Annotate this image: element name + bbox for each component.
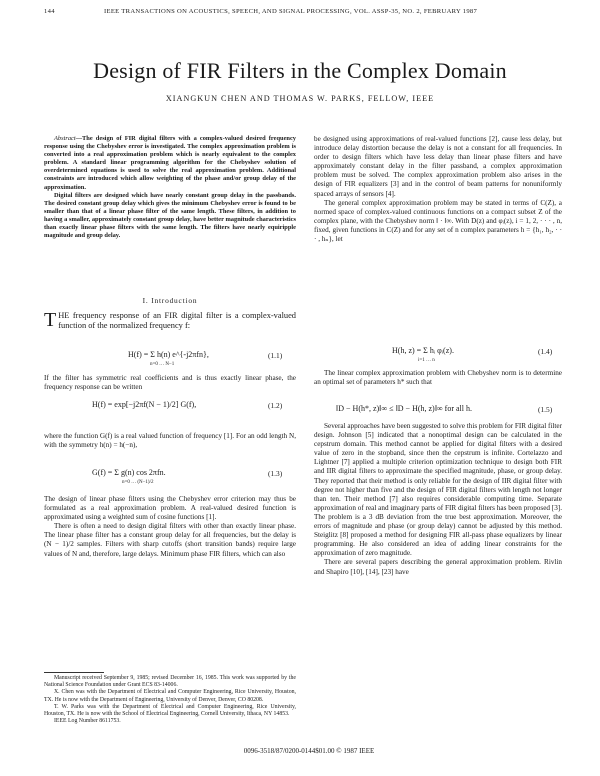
right-p5: There are several papers describing the general approximation problem. Rivlin and Shapiro [10], [14], [23] have xyxy=(314,558,562,576)
copyright-line: 0096-3518/87/0200-0144$01.00 © 1987 IEEE xyxy=(243,747,375,755)
right-col-bottom xyxy=(314,422,562,577)
right-p3: The linear complex approximation problem with Chebyshev norm is to determine an optimal set of parameters h* such that xyxy=(314,369,562,387)
footnote-3: T. W. Parks was with the Department of Electrical and Computer Engineering, Rice University, Houston, TX. He is now with the School of Electrical Engineering, Cornell University, Ithaca, NY 14853. xyxy=(44,703,296,718)
equation-1-2: H(f) = exp[−j2πf(N − 1)/2] G(f), xyxy=(92,400,197,409)
equation-1-1-limits: n=0 … N−1 xyxy=(150,362,175,367)
intro-p3-block xyxy=(44,432,296,450)
equation-1-2-number: (1.2) xyxy=(268,401,283,410)
right-p3-block xyxy=(314,369,562,387)
intro-p5: There is often a need to design digital filters with other than exactly linear phase. The linear phase filter has a constant group delay for all frequencies, but the delay is (N − 1)/2 samples. Filters with sharp cutoffs (short transition bands) require large values of N and, therefore, large delays. Minimum phase FIR filters, which can also xyxy=(44,522,296,558)
footnote-1: Manuscript received September 9, 1985; revised December 16, 1985. This work was supported by the National Science Foundation under Grant ECS 83-14006. xyxy=(44,675,296,689)
right-col-top xyxy=(314,135,562,244)
footnote-2: X. Chen was with the Department of Electrical and Computer Engineering, Rice University, Houston, TX. He is now with the Department of Engineering, University of Denver, Denver, CO 80208. xyxy=(44,689,296,703)
paper-authors: XIANGKUN CHEN AND THOMAS W. PARKS, FELLOW, IEEE xyxy=(165,94,435,103)
equation-1-3-number: (1.3) xyxy=(268,469,283,478)
section-heading: I. Introduction xyxy=(142,296,198,305)
right-p2: The general complex approximation problem may be stated in terms of C(Z), a normed space of complex-valued continuous functions on a compact subset Z of the complex plane, with the Chebyshev norm ‖ · ‖∞. With D(z) and φᵢ(z), i = 1, 2, · · · , n, fixed, given functions in C(Z) and for any set of n complex parameters h = {h₁, h₂, · · · , hₙ}, let xyxy=(314,198,562,244)
right-p1: be designed using approximations of real-valued functions [2], cause less delay, but introduce delay distortion because the delay is not a constant for all frequencies. In order to design filters which have less delay than linear phase filters and have approximately constant delay in the filter passband, a complex approximation problem must be solved. The complex approximation problem also arises in the design of FIR equalizers [3] and in the control of beam patterns for nonuniformly spaced arrays of sensors [4]. xyxy=(314,135,562,198)
abstract xyxy=(44,135,296,240)
footnote-4: IEEE Log Number 8611753. xyxy=(54,718,121,725)
paper-title: Design of FIR Filters in the Complex Domain xyxy=(93,58,507,83)
abstract-p2: Digital filters are designed which have nearly constant group delay in the passbands. The desired constant group delay which gives the minimum Chebyshev error is found to be smaller than that of a linear phase filter of the same length. These filters, in addition to having a smaller, approximately constant group delay, have better magnitude characteristics than exactly linear phase filters with the same length. The filters have nearly equiripple magnitude and group delay. xyxy=(44,191,296,240)
equation-1-3: G(f) = Σ g(n) cos 2πfn. xyxy=(92,468,166,477)
equation-1-4: H(h, z) = Σ hᵢ φᵢ(z). xyxy=(392,346,454,355)
equation-1-4-number: (1.4) xyxy=(538,347,553,356)
equation-1-1: H(f) = Σ h(n) e^{-j2πfn}, xyxy=(128,350,209,359)
intro-p4: The design of linear phase filters using the Chebyshev error criterion may thus be formulated as a real approximation problem. A real-valued desired function is approximated using a weighted sum of cosine functions [1]. xyxy=(44,495,296,522)
abstract-text: —The design of FIR digital filters with a complex-valued desired frequency response using the Chebyshev error is investigated. The complex approximation problem is converted into a real approximation problem which is nearly equivalent to the complex problem. A standard linear programming algorithm for the Chebyshev solution of overdetermined equations is used to solve the real approximation problem. Additional constraints are introduced which allow weighting of the phase and/or group delay of the approximation. xyxy=(44,135,296,191)
equation-1-5-number: (1.5) xyxy=(538,405,553,414)
footnote-rule xyxy=(44,672,104,673)
equation-1-5: ‖D − H(h*, z)‖∞ ≤ ‖D − H(h, z)‖∞ for all h. xyxy=(336,404,472,413)
equation-1-4-limits: i=1 … n xyxy=(418,358,435,363)
right-p4: Several approaches have been suggested to solve this problem for FIR digital filter design. Johnson [5] indicated that a nonoptimal design can be calculated in the cepstrum domain. This method cannot be applied for digital filters with a desired value of zero in the stopband, since then the cepstrum is infinite. Cortelazzo and Lightner [7] applied a multiple criterion optimization technique to design both FIR and IIR digital filters to approximate the specified magnitude, phase, or group delay. They reported that their method is only reliable for the design of IIR digital filter with degree not higher than five and the design of FIR digital filters with length not longer than ten. Their method [7] also requires considerable computing time. Separate approximation of real and imaginary parts of FIR digital filters has been proposed [3]. The problem is a 3 dB deviation from the true best approximation. Moreover, the errors of magnitude and phase (or group delay) cannot be adjusted by this method. Steiglitz [8] proposed a method for designing FIR all-pass phase equalizers by linear programming. He also considered an idea of adding linear constraints for the approximation of zero magnitude. xyxy=(314,422,562,558)
intro-p1: HE frequency response of an FIR digital filter is a complex-valued function of the normalized frequency f: xyxy=(58,311,296,331)
page-number: 144 xyxy=(44,8,55,15)
drop-cap: T xyxy=(44,309,57,331)
intro-p4-p5 xyxy=(44,495,296,559)
equation-1-3-limits: n=0 … (N−1)/2 xyxy=(122,480,154,485)
abstract-label: Abstract xyxy=(54,135,76,142)
footnotes xyxy=(44,675,296,725)
intro-p3: where the function G(f) is a real valued function of frequency [1]. For an odd length N, with the symmetry h(n) = h(−n), xyxy=(44,432,296,450)
intro-p1-block xyxy=(44,311,296,331)
equation-1-1-number: (1.1) xyxy=(268,351,283,360)
intro-p2-block xyxy=(44,374,296,392)
intro-p2: If the filter has symmetric real coefficients and is thus exactly linear phase, the frequency response can be written xyxy=(44,374,296,392)
journal-name: IEEE TRANSACTIONS ON ACOUSTICS, SPEECH, AND SIGNAL PROCESSING, VOL. ASSP-35, NO. 2, FEBRUARY 1987 xyxy=(104,8,478,15)
abstract-p1 xyxy=(44,135,296,192)
